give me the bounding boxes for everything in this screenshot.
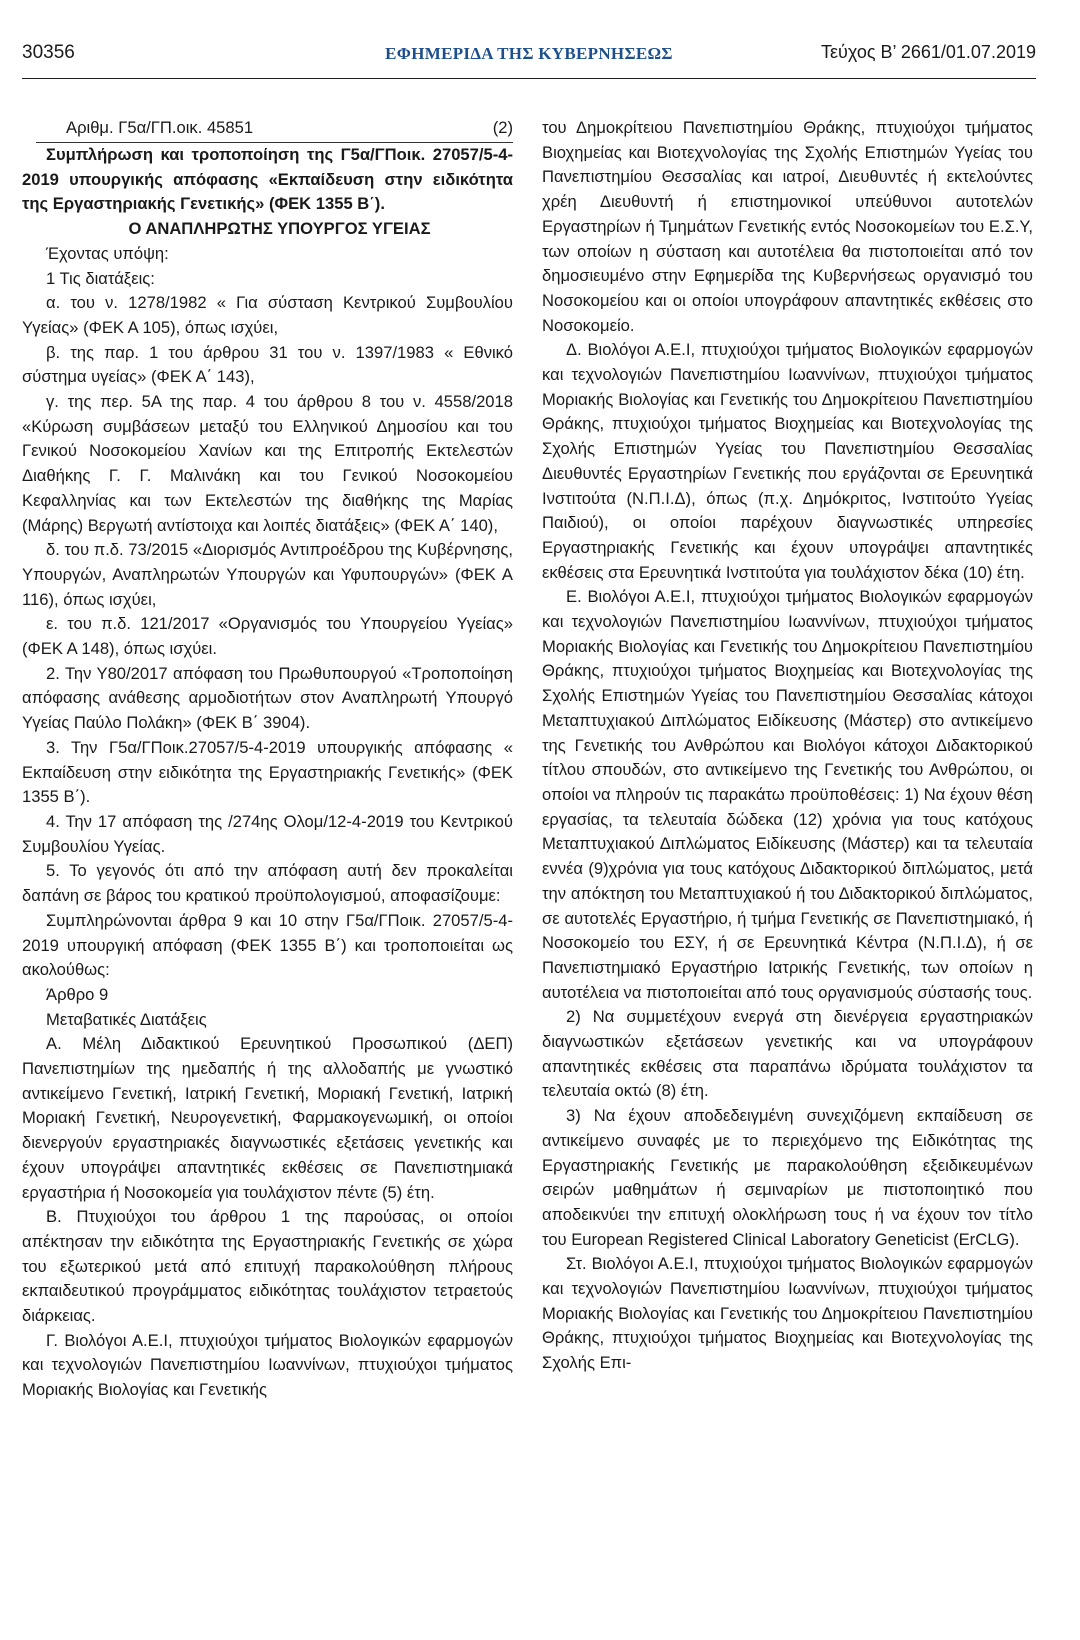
- page-number: 30356: [22, 42, 75, 63]
- paragraph: 1 Τις διατάξεις:: [46, 268, 155, 288]
- paragraph: β. της παρ. 1 του άρθρου 31 του ν. 1397/1983 « Εθνικό σύστημα υγείας» (ΦΕΚ Α΄ 143),: [22, 342, 513, 387]
- paragraph: 4. Την 17 απόφαση της /274ης Ολομ/12-4-2019 του Κεντρικού Συμβουλίου Υγείας.: [22, 811, 513, 856]
- paragraph: Ε. Βιολόγοι Α.Ε.Ι, πτυχιούχοι τμήματος Βιολογικών εφαρμογών και τεχνολογιών Πανεπιστημίου Ιωαννίνων, πτυχιούχοι τμήματος Μοριακής Βιολογίας και Γενετικής του Δημοκρίτειου Πανεπιστημίου Θράκης, πτυχιούχοι τμήματος Βιοχημείας και Βιοτεχνολογίας της Σχολής Επιστημών Υγείας του Πανεπιστημίου Θεσσαλίας κάτοχοι Μεταπτυχιακού Διπλώματος Ειδίκευσης (Μάστερ) στο αντικείμενο της Γενετικής του Ανθρώπου και Βιολόγοι κάτοχοι Διδακτορικού τίτλου σπουδών, στο αντικείμενο της Γενετικής του Ανθρώπου, οι οποίοι να πληρούν τις παρακάτω προϋποθέσεις: 1) Να έχουν θέση εργασίας, τα τελευταία δώδεκα (12) χρόνια για τους κατόχους Μεταπτυχιακού Διπλώματος Ειδίκευσης (Μάστερ) και τα τελευταία εννέα (9)χρόνια για τους κατόχους Διδακτορικού διπλώματος, μετά την απόκτηση του Μεταπτυχιακού ή του Διδακτορικού διπλώματος, σε αυτοτελές Εργαστήριο, ή τμήμα Γενετικής σε Πανεπιστημιακό, ή Νοσοκομείο του ΕΣΥ, ή σε Ερευνητικά Κέντρα (Ν.Π.Ι.Δ), ή σε Πανεπιστημιακό Εργαστήριο Ιατρικής Γενετικής, των οποίων η αυτοτέλεια να πιστοποιείται από τους οργανισμούς σύστασής τους.: [542, 587, 1033, 1002]
- paragraph: Γ. Βιολόγοι Α.Ε.Ι, πτυχιούχοι τμήματος Βιολογικών εφαρμογών και τεχνολογιών Πανεπιστημίου Ιωαννίνων, πτυχιούχοι τμήματος Μοριακής Βιολογίας και Γενετικής: [22, 1330, 513, 1400]
- paragraph: Β. Πτυχιούχοι του άρθρου 1 της παρούσας, οι οποίοι απέκτησαν την ειδικότητα της Εργαστηριακής Γενετικής σε χώρα του εξωτερικού μετά από επιτυχή παρακολούθηση πλήρους εκπαιδευτικού προγράμματος ειδικότητας τουλάχιστον τετραετούς διάρκειας.: [22, 1207, 513, 1326]
- paragraph: Α. Μέλη Διδακτικού Ερευνητικού Προσωπικού (ΔΕΠ) Πανεπιστημίων της ημεδαπής ή της αλλοδαπής με γνωστικό αντικείμενο Γενετική, Ιατρική Γενετική, Μοριακή Γενετική, Ιατρική Μοριακή Γενετική, Νευρογενετική, Φαρμακογενωμική, οι οποίοι διενεργούν εργαστηριακές διαγνωστικές εξετάσεις γενετικής και έχουν υπογράψει απαντητικές εκθέσεις σε Πανεπιστημιακά εργαστήρια ή Νοσοκομεία για τουλάχιστον πέντε (5) έτη.: [22, 1034, 513, 1202]
- paragraph: του Δημοκρίτειου Πανεπιστημίου Θράκης, πτυχιούχοι τμήματος Βιοχημείας και Βιοτεχνολογίας της Σχολής Επιστημών Υγείας του Πανεπιστημίου Θεσσαλίας και ιατροί, Διευθυντές ή εκτελούντες χρέη Διευθυντή ή επιστημονικοί υπεύθυνοι αυτοτελών Εργαστηρίων ή Τμημάτων Γενετικής εντός Νοσοκομείων του Ε.Σ.Υ, των οποίων η σύσταση και αυτοτέλεια θα πιστοποιείται από τον δημοσιευμένο στην Εφημερίδα της Κυβερνήσεως οργανισμό του Νοσοκομείου και οι οποίοι υπογράφουν απαντητικές εκθέσεις στο Νοσοκομείο.: [542, 118, 1033, 335]
- issue-info: Τεύχος Β’ 2661/01.07.2019: [820, 42, 1036, 62]
- decision-title: Συμπλήρωση και τροποποίηση της Γ5α/ΓΠοικ. 27057/5-4-2019 υπουργικής απόφασης «Εκπαίδευση στην ειδικότητα της Εργαστηριακής Γενετικής» (ΦΕΚ 1355 Β΄).: [22, 145, 513, 214]
- right-column: [542, 116, 1033, 1376]
- paragraph: ε. του π.δ. 121/2017 «Οργανισμός του Υπουργείου Υγείας» (ΦΕΚ Α 148), όπως ισχύει.: [22, 614, 513, 659]
- paragraph: α. του ν. 1278/1982 « Για σύσταση Κεντρικού Συμβουλίου Υγείας» (ΦΕΚ Α 105), όπως ισχύει,: [22, 293, 513, 337]
- paragraph: 3. Την Γ5α/ΓΠοικ.27057/5-4-2019 υπουργικής απόφασης « Εκπαίδευση στην ειδικότητα της Εργαστηριακής Γενετικής» (ΦΕΚ 1355 Β΄).: [22, 737, 513, 807]
- paragraph: δ. του π.δ. 73/2015 «Διορισμός Αντιπροέδρου της Κυβέρνησης, Υπουργών, Αναπληρωτών Υπουργών και Υφυπουργών» (ΦΕΚ Α 116), όπως ισχύει,: [22, 540, 513, 609]
- paragraph: γ. της περ. 5Α της παρ. 4 του άρθρου 8 του ν. 4558/2018 «Κύρωση συμβάσεων μεταξύ του Ελληνικού Δημοσίου και του Γενικού Νοσοκομείου Χανίων και της Επιτροπής Εκτελεστών Διαθήκης Γ. Γ. Μαλινάκη και του Γενικού Νοσοκομείου Κεφαλληνίας και των Εκτελεστών της διαθήκης της Μαρίας (Μάρης) Βεργωτή αντίστοιχα και λοιπές διατάξεις» (ΦΕΚ Α΄ 140),: [22, 392, 513, 535]
- article-number: Άρθρο 9: [46, 984, 109, 1004]
- decision-reference: Αριθμ. Γ5α/ΓΠ.οικ. 45851: [66, 118, 254, 137]
- article-title: Μεταβατικές Διατάξεις: [46, 1009, 207, 1029]
- paragraph: 2. Την Υ80/2017 απόφαση του Πρωθυπουργού «Τροποποίηση απόφασης ανάθεσης αρμοδιοτήτων στον Αναπληρωτή Υπουργό Υγείας Παύλο Πολάκη» (ΦΕΚ Β΄ 3904).: [22, 663, 513, 733]
- decision-reference-line: [36, 116, 513, 143]
- page-header: [22, 38, 1036, 79]
- paragraph: Έχοντας υπόψη:: [46, 243, 169, 263]
- paragraph: Στ. Βιολόγοι Α.Ε.Ι, πτυχιούχοι τμήματος Βιολογικών εφαρμογών και τεχνολογιών Πανεπιστημίου Ιωαννίνων, πτυχιούχοι τμήματος Μοριακής Βιολογίας και Γενετικής του Δημοκρίτειου Πανεπιστημίου Θράκης, πτυχιούχοι τμήματος Βιοχημείας και Βιοτεχνολογίας της Σχολής Επι-: [542, 1254, 1033, 1373]
- gazette-title: ΕΦΗΜΕΡΙΔΑ ΤΗΣ ΚΥΒΕΡΝΗΣΕΩΣ: [385, 44, 673, 63]
- paragraph: Συμπληρώνονται άρθρα 9 και 10 στην Γ5α/ΓΠοικ. 27057/5-4-2019 υπουργική απόφαση (ΦΕΚ 1355 Β΄) και τροποποιείται ως ακολούθως:: [22, 910, 513, 980]
- decision-sequence: (2): [492, 118, 513, 137]
- paragraph: 2) Να συμμετέχουν ενεργά στη διενέργεια εργαστηριακών διαγνωστικών εξετάσεων γενετικής και να υπογράφουν απαντητικές εκθέσεις στα παραπάνω ιδρύματα τουλάχιστον τα τελευταία οκτώ (8) έτη.: [542, 1007, 1033, 1101]
- left-column: [22, 116, 513, 1403]
- paragraph: 3) Να έχουν αποδεδειγμένη συνεχιζόμενη εκπαίδευση σε αντικείμενο συναφές με το περιεχόμενο της Ειδικότητας της Εργαστηριακής Γενετικής με παρακολούθηση εξειδικευμένων σειρών μαθημάτων ή σεμιναρίων με πιστοποιητικό που αποδεικνύει την επιτυχή ολοκλήρωση τους ή να έχουν τον τίτλο του European Registered Clinical Laboratory Geneticist (ErCLG).: [542, 1106, 1033, 1249]
- paragraph: 5. Το γεγονός ότι από την απόφαση αυτή δεν προκαλείται δαπάνη σε βάρος του κρατικού προϋπολογισμού, αποφασίζουμε:: [22, 861, 513, 906]
- paragraph: Δ. Βιολόγοι Α.Ε.Ι, πτυχιούχοι τμήματος Βιολογικών εφαρμογών και τεχνολογιών Πανεπιστημίου Ιωαννίνων, πτυχιούχοι τμήματος Μοριακής Βιολογίας και Γενετικής του Δημοκρίτειου Πανεπιστημίου Θράκης, πτυχιούχοι τμήματος Βιοχημείας και Βιοτεχνολογίας της Σχολής Επιστημών Υγείας του Πανεπιστημίου Θεσσαλίας Διευθυντές Εργαστηρίων Γενετικής που εργάζονται σε Ερευνητικά Ινστιτούτα (Ν.Π.Ι.Δ), όπως (π.χ. Δημόκριτος, Ινστιτούτο Υγείας Παιδιού), οι οποίοι παρέχουν διαγνωστικές υπηρεσίες Εργαστηριακής Γενετικής και έχουν υπογράψει απαντητικές εκθέσεις στα Ερευνητικά Ινστιτούτα για τουλάχιστον δέκα (10) έτη.: [542, 340, 1033, 582]
- minister-heading: Ο ΑΝΑΠΛΗΡΩΤΗΣ ΥΠΟΥΡΓΟΣ ΥΓΕΙΑΣ: [128, 219, 431, 239]
